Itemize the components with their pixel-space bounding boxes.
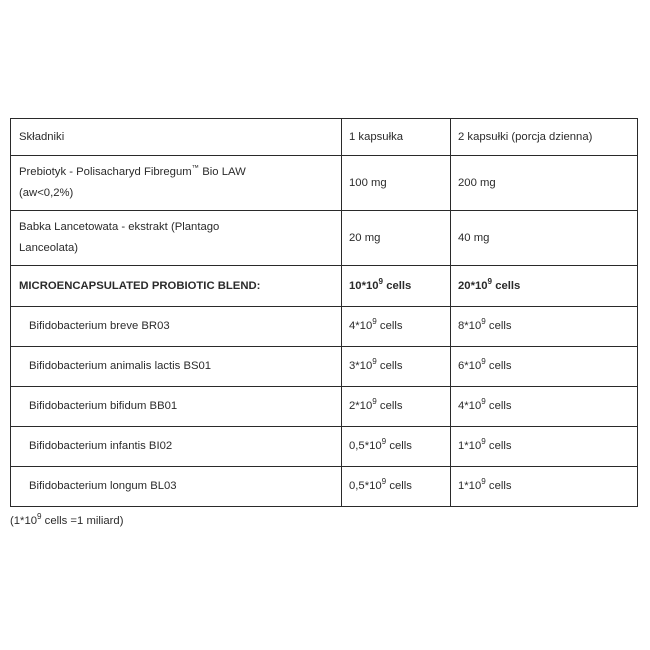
- amount-per-two-capsules: $6*10^9$ cells: [451, 347, 638, 387]
- strain-name: Bifidobacterium longum BL03: [11, 467, 342, 507]
- ingredients-table-container: [10, 118, 637, 507]
- ingredient-name-line-1: Prebiotyk - Polisacharyd Fibregum™ Bio LAW: [19, 163, 246, 179]
- footnote: ($1*10^9$ cells =1 miliard): [10, 512, 124, 527]
- amount-per-two-capsules: $1*10^9$ cells: [451, 427, 638, 467]
- ingredient-name-line-1: Babka Lancetowata - ekstrakt (Plantago: [19, 221, 220, 234]
- amount-per-one-capsule: $0,5*10^9$ cells: [342, 427, 451, 467]
- ingredient-name-line-2: (aw<0,2%): [19, 187, 74, 199]
- column-header-per-one-capsule: 1 kapsułka: [342, 119, 451, 156]
- strain-name: Bifidobacterium infantis BI02: [11, 427, 342, 467]
- amount-per-one-capsule: $3*10^9$ cells: [342, 347, 451, 387]
- amount-per-two-capsules: $1*10^9$ cells: [451, 467, 638, 507]
- column-header-per-two-capsules: 2 kapsułki (porcja dzienna): [451, 119, 638, 156]
- table-row: [11, 387, 638, 427]
- amount-per-one-capsule: 100 mg: [342, 156, 451, 211]
- trademark-icon: ™: [191, 163, 200, 173]
- table-row: [11, 467, 638, 507]
- amount-per-one-capsule: $0,5*10^9$ cells: [342, 467, 451, 507]
- table-header-row: [11, 119, 638, 156]
- strain-name: Bifidobacterium bifidum BB01: [11, 387, 342, 427]
- amount-per-one-capsule: $4*10^9$ cells: [342, 307, 451, 347]
- table-row: [11, 427, 638, 467]
- table-row-blend: [11, 266, 638, 307]
- ingredient-name-prebiotic: [11, 156, 342, 211]
- table-row: [11, 211, 638, 266]
- amount-per-one-capsule: 20 mg: [342, 211, 451, 266]
- ingredients-table: [10, 118, 638, 507]
- amount-per-two-capsules: $20*10^9$ cells: [451, 266, 638, 307]
- column-header-ingredient: Składniki: [11, 119, 342, 156]
- table-row: [11, 307, 638, 347]
- amount-per-one-capsule: $2*10^9$ cells: [342, 387, 451, 427]
- amount-per-one-capsule: $10*10^9$ cells: [342, 266, 451, 307]
- table-row: [11, 156, 638, 211]
- probiotic-blend-label: MICROENCAPSULATED PROBIOTIC BLEND:: [11, 266, 342, 307]
- table-row: [11, 347, 638, 387]
- amount-per-two-capsules: $8*10^9$ cells: [451, 307, 638, 347]
- amount-per-two-capsules: 40 mg: [451, 211, 638, 266]
- strain-name: Bifidobacterium animalis lactis BS01: [11, 347, 342, 387]
- amount-per-two-capsules: $4*10^9$ cells: [451, 387, 638, 427]
- strain-name: Bifidobacterium breve BR03: [11, 307, 342, 347]
- ingredient-name-plantago: [11, 211, 342, 266]
- amount-per-two-capsules: 200 mg: [451, 156, 638, 211]
- ingredient-name-line-2: Lanceolata): [19, 242, 79, 254]
